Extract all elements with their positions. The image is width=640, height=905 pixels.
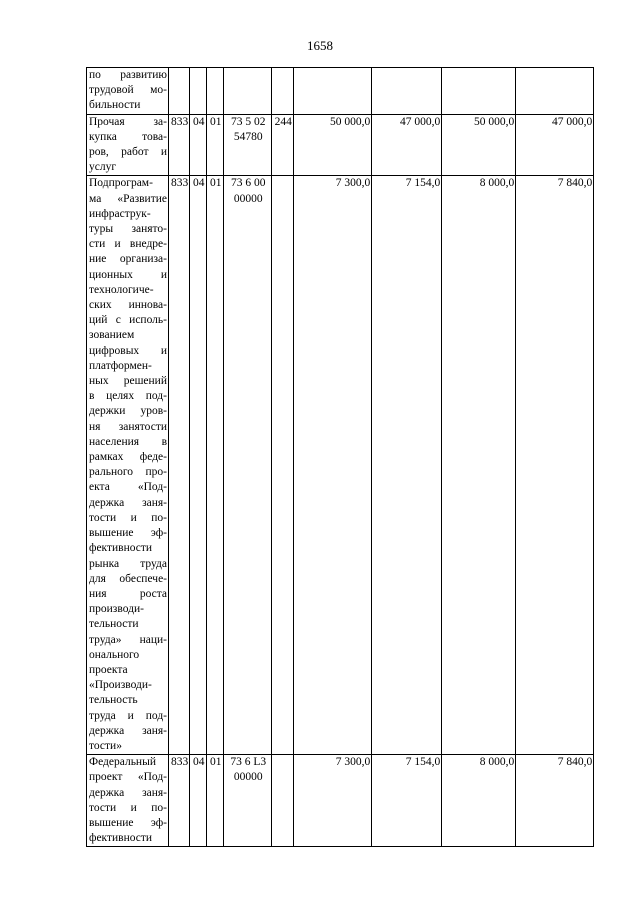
row-name-line: вышение эф- <box>89 816 167 829</box>
row-name-line: ние организа- <box>89 253 167 266</box>
row-name-line: фективности <box>89 542 153 555</box>
row-name-line: онального <box>89 648 140 661</box>
budget-table <box>86 67 594 847</box>
amount-cell-1: 50 000,0 <box>294 114 372 176</box>
row-name-cell <box>87 114 169 176</box>
ministry-code-cell: 833 <box>169 176 190 755</box>
target-article-line-2: 54780 <box>233 130 263 143</box>
section-code-cell <box>190 68 207 115</box>
table-row <box>87 68 594 115</box>
target-article-line-1: 73 5 02 <box>231 115 266 128</box>
subsection-code-cell <box>207 68 224 115</box>
row-name-line: фективности <box>89 832 153 845</box>
row-name-line: ных решений <box>89 375 167 388</box>
row-name-line: в целях под- <box>89 390 167 403</box>
target-article-cell <box>224 114 272 176</box>
amount-cell-2: 7 154,0 <box>372 755 442 847</box>
amount-cell-4 <box>516 68 594 115</box>
row-name-cell <box>87 68 169 115</box>
section-code-cell: 04 <box>190 755 207 847</box>
row-name-line: труда и под- <box>89 709 167 722</box>
row-name-line: держки уров- <box>89 405 167 418</box>
row-name-line: проекта <box>89 663 128 676</box>
row-name-line: платформен- <box>89 359 152 372</box>
row-name-cell <box>87 176 169 755</box>
ministry-code-cell <box>169 68 190 115</box>
row-name-line: ров, работ и <box>89 146 167 159</box>
row-name-line: технологиче- <box>89 283 154 296</box>
row-name-line: сти и внедре- <box>89 238 167 251</box>
subsection-code-cell: 01 <box>207 114 224 176</box>
row-name-line: ционных и <box>89 268 167 281</box>
row-name-line: бильности <box>89 99 141 112</box>
amount-cell-4: 7 840,0 <box>516 755 594 847</box>
amount-cell-2 <box>372 68 442 115</box>
row-name-line: тельности <box>89 618 139 631</box>
row-name-line: Подпрограм- <box>89 177 153 190</box>
target-article-line-2: 00000 <box>233 771 263 784</box>
target-article-line-1: 73 6 L3 <box>230 756 267 769</box>
row-name-line: труда» наци- <box>89 633 167 646</box>
expense-type-cell <box>272 176 294 755</box>
section-code-cell: 04 <box>190 176 207 755</box>
table-row <box>87 176 594 755</box>
target-article-cell <box>224 176 272 755</box>
row-name-line: проект «Под- <box>89 771 167 784</box>
row-name-line: зованием <box>89 329 135 342</box>
row-name-line: рамках феде- <box>89 451 167 464</box>
row-name-line: для обеспече- <box>89 572 167 585</box>
ministry-code-cell: 833 <box>169 755 190 847</box>
row-name-line: инфраструк- <box>89 207 151 220</box>
row-name-line: населения в <box>89 435 167 448</box>
row-name-line: Федеральный <box>89 756 156 769</box>
row-name-line: ских иннова- <box>89 299 167 312</box>
expense-type-cell <box>272 755 294 847</box>
table-row <box>87 755 594 847</box>
amount-cell-1 <box>294 68 372 115</box>
row-name-line: купка това- <box>89 130 167 143</box>
row-name-line: держка заня- <box>89 786 167 799</box>
row-name-line: рального про- <box>89 466 167 479</box>
subsection-code-cell: 01 <box>207 176 224 755</box>
row-name-line: держка заня- <box>89 724 167 737</box>
target-article-line-2: 00000 <box>233 192 263 205</box>
row-name-line: трудовой мо- <box>89 84 167 97</box>
section-code-cell: 04 <box>190 114 207 176</box>
row-name-line: ма «Развитие <box>89 192 167 205</box>
row-name-line: ций с исполь- <box>89 314 167 327</box>
amount-cell-3 <box>442 68 516 115</box>
amount-cell-4: 47 000,0 <box>516 114 594 176</box>
table-row <box>87 114 594 176</box>
amount-cell-3: 50 000,0 <box>442 114 516 176</box>
amount-cell-4: 7 840,0 <box>516 176 594 755</box>
subsection-code-cell: 01 <box>207 755 224 847</box>
target-article-cell <box>224 68 272 115</box>
row-name-line: тости» <box>89 739 122 752</box>
row-name-line: туры занято- <box>89 223 167 236</box>
row-name-line: вышение эф- <box>89 527 167 540</box>
row-name-line: услуг <box>89 161 117 174</box>
row-name-line: тости и по- <box>89 801 167 814</box>
ministry-code-cell: 833 <box>169 114 190 176</box>
page-number: 1658 <box>307 38 333 53</box>
row-name-line: Прочая за- <box>89 115 167 128</box>
amount-cell-3: 8 000,0 <box>442 755 516 847</box>
row-name-line: рынка труда <box>89 557 167 570</box>
row-name-line: тельность <box>89 694 138 707</box>
row-name-line: екта «Под- <box>89 481 167 494</box>
row-name-line: ня занятости <box>89 420 167 433</box>
target-article-line-1: 73 6 00 <box>231 177 266 190</box>
amount-cell-1: 7 300,0 <box>294 755 372 847</box>
row-name-line: «Производи- <box>89 679 152 692</box>
expense-type-cell <box>272 68 294 115</box>
row-name-line: держка заня- <box>89 496 167 509</box>
target-article-cell <box>224 755 272 847</box>
amount-cell-2: 7 154,0 <box>372 176 442 755</box>
row-name-line: цифровых и <box>89 344 167 357</box>
row-name-line: ния роста <box>89 587 167 600</box>
amount-cell-1: 7 300,0 <box>294 176 372 755</box>
amount-cell-3: 8 000,0 <box>442 176 516 755</box>
row-name-line: тости и по- <box>89 511 167 524</box>
expense-type-cell: 244 <box>272 114 294 176</box>
amount-cell-2: 47 000,0 <box>372 114 442 176</box>
row-name-line: по развитию <box>89 69 167 81</box>
row-name-line: производи- <box>89 603 144 616</box>
row-name-cell <box>87 755 169 847</box>
